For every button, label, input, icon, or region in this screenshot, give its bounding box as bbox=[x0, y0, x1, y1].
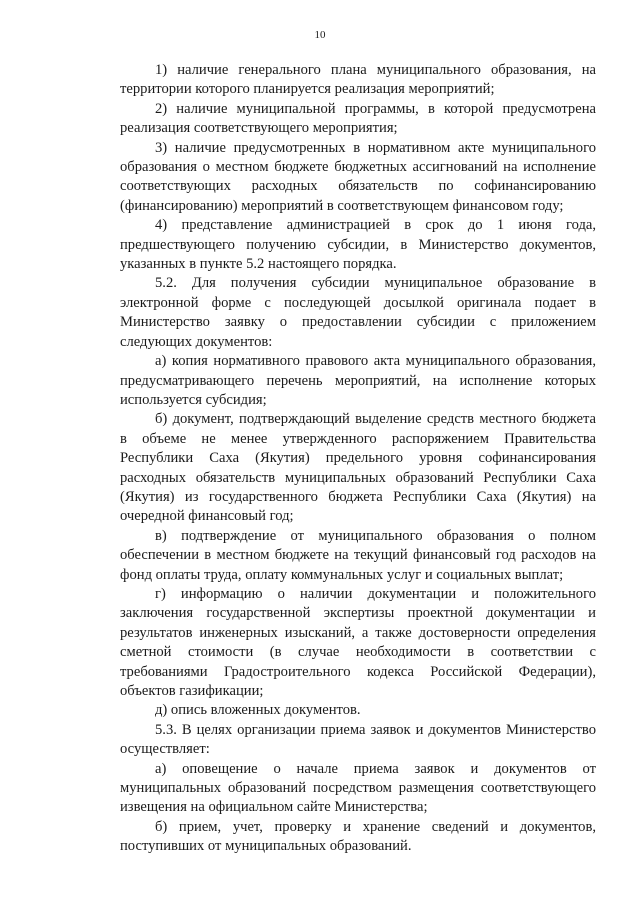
paragraph-item-a-2: а) оповещение о начале приема заявок и документов от муниципальных образований посредством размещения соответствующего извещения на официальном сайте Министерства; bbox=[120, 760, 596, 816]
paragraph-condition-2: 2) наличие муниципальной программы, в которой предусмотрена реализация соответствующего мероприятия; bbox=[120, 100, 596, 137]
paragraph-item-v: в) подтверждение от муниципального образования о полном обеспечении в местном бюджете на текущий финансовый год расходов на фонд оплаты труда, оплату коммунальных услуг и социальных выплат; bbox=[120, 527, 596, 583]
paragraph-item-g: г) информацию о наличии документации и положительного заключения государственной экспертизы проектной документации и результатов инженерных изысканий, а также достоверности определения сметной стоимости (в случае необходимости в соответствии с требованиями Градостроительного кодекса Российской Федерации), объектов газификации; bbox=[120, 585, 596, 699]
paragraph-section-5-2: 5.2. Для получения субсидии муниципальное образование в электронной форме с последующей досылкой оригинала подает в Министерство заявку о предоставлении субсидии с приложением следующих документов: bbox=[120, 275, 596, 350]
paragraph-item-b-2: б) прием, учет, проверку и хранение сведений и документов, поступивших от муниципальных образований. bbox=[120, 818, 596, 855]
page-number: 10 bbox=[314, 29, 326, 41]
document-body bbox=[120, 61, 596, 857]
paragraph-section-5-3: 5.3. В целях организации приема заявок и документов Министерство осуществляет: bbox=[120, 721, 596, 758]
paragraph-item-b: б) документ, подтверждающий выделение средств местного бюджета в объеме не менее утвержденного распоряжением Правительства Республики Саха (Якутия) предельного уровня софинансирования расходных обязательств муниципальных образований Республики Саха (Якутия) из государственного бюджета Республики Саха (Якутия) на очередной финансовый год; bbox=[120, 411, 596, 525]
paragraph-item-a: а) копия нормативного правового акта муниципального образования, предусматривающего перечень мероприятий, на исполнение которых используется субсидия; bbox=[120, 353, 596, 408]
paragraph-condition-3: 3) наличие предусмотренных в нормативном акте муниципального образования о местном бюджете бюджетных ассигнований на исполнение соответствующих расходных обязательств по софинансированию (финансированию) мероприятий в соответствующем финансовом году; bbox=[120, 139, 596, 214]
paragraph-condition-4: 4) представление администрацией в срок до 1 июня года, предшествующего получению субсидии, в Министерство документов, указанных в пункте 5.2 настоящего порядка. bbox=[120, 217, 596, 273]
paragraph-item-d: д) опись вложенных документов. bbox=[155, 702, 361, 719]
paragraph-condition-1: 1) наличие генерального плана муниципального образования, на территории которого планируется реализация мероприятий; bbox=[120, 62, 596, 98]
